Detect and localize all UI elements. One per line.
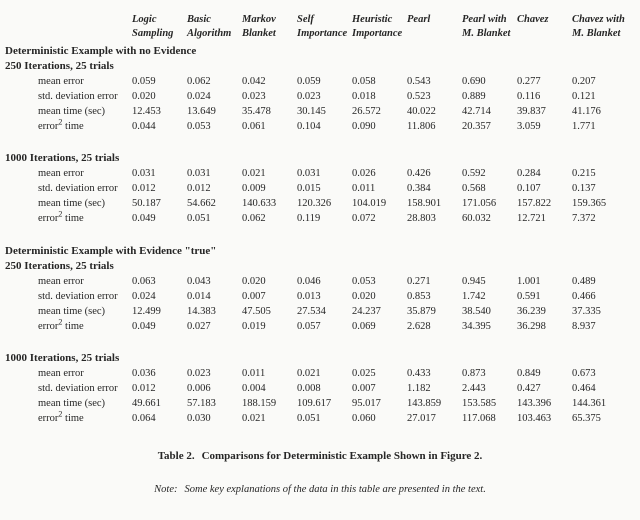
superscript-2: 2 bbox=[58, 117, 63, 127]
cell-value: 0.121 bbox=[572, 91, 596, 102]
row-label: mean time (sec) bbox=[38, 398, 106, 409]
cell-value: 103.463 bbox=[517, 413, 552, 424]
cell-value: 8.937 bbox=[572, 321, 596, 332]
cell-value: 0.043 bbox=[187, 276, 211, 287]
column-header-line2: Sampling bbox=[132, 28, 174, 39]
table-note bbox=[0, 482, 640, 497]
cell-value: 0.004 bbox=[242, 383, 266, 394]
column-header bbox=[407, 13, 462, 41]
cell-value: 0.008 bbox=[297, 383, 321, 394]
cell-value: 0.104 bbox=[297, 121, 321, 132]
cell-value: 158.901 bbox=[407, 198, 442, 209]
column-header bbox=[352, 13, 407, 41]
cell-value: 0.012 bbox=[132, 383, 156, 394]
caption-label: Table 2. bbox=[157, 450, 195, 462]
cell-value: 0.063 bbox=[132, 276, 156, 287]
cell-value: 2.628 bbox=[407, 321, 431, 332]
cell-value: 0.024 bbox=[132, 291, 156, 302]
column-header bbox=[297, 13, 352, 41]
iteration-block bbox=[0, 59, 640, 134]
table-row bbox=[0, 304, 640, 319]
cell-value: 0.059 bbox=[297, 76, 321, 87]
cell-value: 95.017 bbox=[352, 398, 381, 409]
cell-value: 0.058 bbox=[352, 76, 376, 87]
header-spacer bbox=[0, 13, 132, 41]
column-header-line2: Importance bbox=[352, 28, 403, 39]
cell-value: 0.007 bbox=[352, 383, 376, 394]
cell-value: 27.534 bbox=[297, 306, 326, 317]
note-label: Note: bbox=[154, 484, 178, 495]
table-row bbox=[0, 381, 640, 396]
cell-value: 0.036 bbox=[132, 368, 156, 379]
column-header-line1: Markov bbox=[242, 14, 276, 25]
cell-value: 0.009 bbox=[242, 183, 266, 194]
table-caption bbox=[0, 449, 640, 464]
cell-value: 0.021 bbox=[297, 368, 321, 379]
cell-value: 159.365 bbox=[572, 198, 607, 209]
cell-value: 0.012 bbox=[187, 183, 211, 194]
table-row bbox=[0, 196, 640, 211]
cell-value: 0.384 bbox=[407, 183, 431, 194]
cell-value: 143.859 bbox=[407, 398, 442, 409]
cell-value: 54.662 bbox=[187, 198, 216, 209]
column-header-line1: Chavez with bbox=[572, 14, 625, 25]
table-row bbox=[0, 319, 640, 334]
column-header bbox=[517, 13, 572, 41]
table-row bbox=[0, 396, 640, 411]
cell-value: 3.059 bbox=[517, 121, 541, 132]
cell-value: 0.021 bbox=[242, 413, 266, 424]
row-label: error$^2$ time bbox=[38, 209, 84, 224]
cell-value: 12.499 bbox=[132, 306, 161, 317]
cell-value: 0.030 bbox=[187, 413, 211, 424]
comparison-table bbox=[0, 13, 640, 426]
cell-value: 36.298 bbox=[517, 321, 546, 332]
cell-value: 0.215 bbox=[572, 168, 596, 179]
column-header bbox=[132, 13, 187, 41]
table-row bbox=[0, 104, 640, 119]
column-header-line1: Basic bbox=[187, 14, 211, 25]
cell-value: 0.020 bbox=[352, 291, 376, 302]
cell-value: 120.326 bbox=[297, 198, 332, 209]
cell-value: 153.585 bbox=[462, 398, 497, 409]
cell-value: 0.018 bbox=[352, 91, 376, 102]
cell-value: 0.059 bbox=[132, 76, 156, 87]
cell-value: 143.396 bbox=[517, 398, 552, 409]
cell-value: 40.022 bbox=[407, 106, 436, 117]
cell-value: 0.031 bbox=[297, 168, 321, 179]
column-header-line1: Pearl with bbox=[462, 14, 507, 25]
cell-value: 0.049 bbox=[132, 321, 156, 332]
cell-value: 35.879 bbox=[407, 306, 436, 317]
table-section bbox=[0, 244, 640, 426]
column-header-line1: Logic bbox=[132, 14, 157, 25]
cell-value: 140.633 bbox=[242, 198, 277, 209]
column-header-line2: Algorithm bbox=[187, 28, 232, 39]
table-row bbox=[0, 211, 640, 226]
table-row bbox=[0, 411, 640, 426]
cell-value: 0.007 bbox=[242, 291, 266, 302]
cell-value: 0.466 bbox=[572, 291, 596, 302]
cell-value: 34.395 bbox=[462, 321, 491, 332]
cell-value: 65.375 bbox=[572, 413, 601, 424]
row-label: std. deviation error bbox=[38, 291, 118, 302]
cell-value: 36.239 bbox=[517, 306, 546, 317]
cell-value: 0.116 bbox=[517, 91, 541, 102]
cell-value: 0.464 bbox=[572, 383, 596, 394]
column-header-line2 bbox=[517, 27, 572, 41]
row-label: std. deviation error bbox=[38, 91, 118, 102]
cell-value: 24.237 bbox=[352, 306, 381, 317]
table-row bbox=[0, 366, 640, 381]
note-text: Some key explanations of the data in this table are presented in the text. bbox=[184, 484, 486, 495]
cell-value: 104.019 bbox=[352, 198, 387, 209]
table-row bbox=[0, 74, 640, 89]
block-subtitle: 250 Iterations, 25 trials bbox=[5, 60, 114, 72]
cell-value: 109.617 bbox=[297, 398, 332, 409]
cell-value: 0.051 bbox=[187, 213, 211, 224]
cell-value: 188.159 bbox=[242, 398, 277, 409]
column-header-line1: Pearl bbox=[407, 14, 431, 25]
table-row bbox=[0, 89, 640, 104]
cell-value: 0.057 bbox=[297, 321, 321, 332]
row-label: std. deviation error bbox=[38, 183, 118, 194]
cell-value: 0.889 bbox=[462, 91, 486, 102]
cell-value: 50.187 bbox=[132, 198, 161, 209]
cell-value: 14.383 bbox=[187, 306, 216, 317]
row-label: mean error bbox=[38, 168, 84, 179]
cell-value: 0.690 bbox=[462, 76, 486, 87]
cell-value: 0.433 bbox=[407, 368, 431, 379]
row-label: mean time (sec) bbox=[38, 306, 106, 317]
cell-value: 0.049 bbox=[132, 213, 156, 224]
cell-value: 0.051 bbox=[297, 413, 321, 424]
cell-value: 42.714 bbox=[462, 106, 491, 117]
cell-value: 0.873 bbox=[462, 368, 486, 379]
cell-value: 0.020 bbox=[242, 276, 266, 287]
cell-value: 0.277 bbox=[517, 76, 541, 87]
table-row bbox=[0, 166, 640, 181]
cell-value: 0.568 bbox=[462, 183, 486, 194]
column-header bbox=[462, 13, 517, 41]
cell-value: 1.742 bbox=[462, 291, 486, 302]
cell-value: 0.012 bbox=[132, 183, 156, 194]
cell-value: 0.015 bbox=[297, 183, 321, 194]
column-header bbox=[187, 13, 242, 41]
column-header-row bbox=[0, 13, 640, 41]
row-label: mean error bbox=[38, 76, 84, 87]
cell-value: 0.011 bbox=[352, 183, 376, 194]
cell-value: 20.357 bbox=[462, 121, 491, 132]
cell-value: 28.803 bbox=[407, 213, 436, 224]
superscript-2: 2 bbox=[58, 409, 63, 419]
column-header-line2: M. Blanket bbox=[572, 28, 621, 39]
cell-value: 0.064 bbox=[132, 413, 156, 424]
cell-value: 144.361 bbox=[572, 398, 607, 409]
column-header-line1: Chavez bbox=[517, 14, 549, 25]
cell-value: 38.540 bbox=[462, 306, 491, 317]
cell-value: 1.771 bbox=[572, 121, 596, 132]
table-section bbox=[0, 44, 640, 226]
cell-value: 0.042 bbox=[242, 76, 266, 87]
cell-value: 0.025 bbox=[352, 368, 376, 379]
cell-value: 0.673 bbox=[572, 368, 596, 379]
row-label: std. deviation error bbox=[38, 383, 118, 394]
row-label: mean time (sec) bbox=[38, 106, 106, 117]
cell-value: 0.284 bbox=[517, 168, 541, 179]
row-label: mean time (sec) bbox=[38, 198, 106, 209]
cell-value: 0.543 bbox=[407, 76, 431, 87]
table-row bbox=[0, 274, 640, 289]
row-label: error$^2$ time bbox=[38, 117, 84, 132]
cell-value: 0.044 bbox=[132, 121, 156, 132]
column-header-line2: Importance bbox=[297, 28, 348, 39]
row-label: error$^2$ time bbox=[38, 317, 84, 332]
cell-value: 0.062 bbox=[187, 76, 211, 87]
column-header bbox=[242, 13, 297, 41]
column-header-line2 bbox=[407, 27, 462, 41]
cell-value: 26.572 bbox=[352, 106, 381, 117]
cell-value: 0.023 bbox=[297, 91, 321, 102]
column-header-line2: M. Blanket bbox=[462, 28, 511, 39]
column-header-line2: Blanket bbox=[242, 28, 276, 39]
cell-value: 35.478 bbox=[242, 106, 271, 117]
cell-value: 1.001 bbox=[517, 276, 541, 287]
cell-value: 7.372 bbox=[572, 213, 596, 224]
cell-value: 0.021 bbox=[242, 168, 266, 179]
cell-value: 157.822 bbox=[517, 198, 552, 209]
cell-value: 0.849 bbox=[517, 368, 541, 379]
cell-value: 30.145 bbox=[297, 106, 326, 117]
table-row bbox=[0, 181, 640, 196]
cell-value: 0.053 bbox=[352, 276, 376, 287]
cell-value: 0.024 bbox=[187, 91, 211, 102]
cell-value: 12.453 bbox=[132, 106, 161, 117]
cell-value: 0.591 bbox=[517, 291, 541, 302]
superscript-2: 2 bbox=[58, 317, 63, 327]
cell-value: 57.183 bbox=[187, 398, 216, 409]
cell-value: 37.335 bbox=[572, 306, 601, 317]
cell-value: 0.019 bbox=[242, 321, 266, 332]
cell-value: 0.023 bbox=[242, 91, 266, 102]
cell-value: 0.523 bbox=[407, 91, 431, 102]
cell-value: 0.207 bbox=[572, 76, 596, 87]
cell-value: 0.053 bbox=[187, 121, 211, 132]
cell-value: 0.271 bbox=[407, 276, 431, 287]
cell-value: 0.853 bbox=[407, 291, 431, 302]
cell-value: 0.427 bbox=[517, 383, 541, 394]
cell-value: 0.072 bbox=[352, 213, 376, 224]
iteration-block bbox=[0, 151, 640, 226]
cell-value: 0.119 bbox=[297, 213, 321, 224]
superscript-2: 2 bbox=[58, 209, 63, 219]
iteration-block bbox=[0, 259, 640, 334]
cell-value: 0.061 bbox=[242, 121, 266, 132]
column-header-line1: Heuristic bbox=[352, 14, 393, 25]
cell-value: 0.046 bbox=[297, 276, 321, 287]
cell-value: 0.137 bbox=[572, 183, 596, 194]
iteration-block bbox=[0, 351, 640, 426]
cell-value: 0.013 bbox=[297, 291, 321, 302]
cell-value: 11.806 bbox=[407, 121, 436, 132]
cell-value: 0.489 bbox=[572, 276, 596, 287]
column-header bbox=[572, 13, 640, 41]
cell-value: 0.069 bbox=[352, 321, 376, 332]
cell-value: 12.721 bbox=[517, 213, 546, 224]
cell-value: 0.011 bbox=[242, 368, 266, 379]
cell-value: 0.020 bbox=[132, 91, 156, 102]
cell-value: 0.031 bbox=[187, 168, 211, 179]
cell-value: 171.056 bbox=[462, 198, 497, 209]
cell-value: 0.031 bbox=[132, 168, 156, 179]
row-label: mean error bbox=[38, 276, 84, 287]
cell-value: 0.023 bbox=[187, 368, 211, 379]
section-title: Deterministic Example with no Evidence bbox=[5, 45, 197, 57]
cell-value: 0.426 bbox=[407, 168, 431, 179]
cell-value: 1.182 bbox=[407, 383, 431, 394]
table-row bbox=[0, 119, 640, 134]
block-subtitle: 1000 Iterations, 25 trials bbox=[5, 152, 120, 164]
column-header-line1: Self bbox=[297, 14, 314, 25]
cell-value: 2.443 bbox=[462, 383, 486, 394]
cell-value: 13.649 bbox=[187, 106, 216, 117]
block-subtitle: 250 Iterations, 25 trials bbox=[5, 260, 114, 272]
cell-value: 0.592 bbox=[462, 168, 486, 179]
cell-value: 0.090 bbox=[352, 121, 376, 132]
cell-value: 39.837 bbox=[517, 106, 546, 117]
cell-value: 0.107 bbox=[517, 183, 541, 194]
cell-value: 47.505 bbox=[242, 306, 271, 317]
cell-value: 117.068 bbox=[462, 413, 496, 424]
cell-value: 0.027 bbox=[187, 321, 211, 332]
cell-value: 60.032 bbox=[462, 213, 491, 224]
cell-value: 0.026 bbox=[352, 168, 376, 179]
table-row bbox=[0, 289, 640, 304]
cell-value: 0.014 bbox=[187, 291, 211, 302]
cell-value: 0.006 bbox=[187, 383, 211, 394]
cell-value: 49.661 bbox=[132, 398, 161, 409]
section-title: Deterministic Example with Evidence "true" bbox=[5, 245, 217, 257]
cell-value: 41.176 bbox=[572, 106, 601, 117]
cell-value: 0.060 bbox=[352, 413, 376, 424]
cell-value: 0.062 bbox=[242, 213, 266, 224]
block-subtitle: 1000 Iterations, 25 trials bbox=[5, 352, 120, 364]
row-label: error$^2$ time bbox=[38, 409, 84, 424]
cell-value: 0.945 bbox=[462, 276, 486, 287]
row-label: mean error bbox=[38, 368, 84, 379]
caption-text: Comparisons for Deterministic Example Shown in Figure 2. bbox=[201, 450, 483, 462]
cell-value: 27.017 bbox=[407, 413, 436, 424]
